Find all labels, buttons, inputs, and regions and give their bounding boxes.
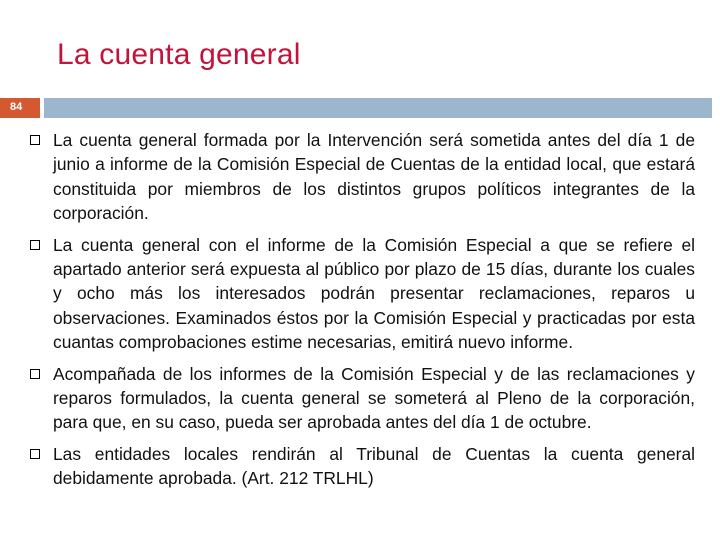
square-bullet-icon <box>30 135 40 145</box>
bullet-text: Las entidades locales rendirán al Tribunal de Cuentas la cuenta general debidamente aprobada. (Art. 212 TRLHL) <box>53 443 695 489</box>
slide-title: La cuenta general <box>57 38 301 71</box>
header-bar <box>0 98 720 118</box>
list-item <box>30 442 695 491</box>
list-item <box>30 233 695 355</box>
slide-number-box <box>0 98 40 118</box>
square-bullet-icon <box>30 449 40 459</box>
list-item <box>30 128 695 226</box>
bullet-text: Acompañada de los informes de la Comisión Especial y de las reclamaciones y reparos formulados, la cuenta general se someterá al Pleno de la corporación, para que, en su caso, pueda ser aprobada antes del día 1 de octubre. <box>53 363 695 433</box>
bullet-text: La cuenta general formada por la Intervención será sometida antes del día 1 de junio a informe de la Comisión Especial de Cuentas de la entidad local, que estará constituida por miembros de los distintos grupos políticos integrantes de la corporación. <box>53 130 695 224</box>
header-strip <box>44 98 712 118</box>
bullet-text: La cuenta general con el informe de la Comisión Especial a que se refiere el apartado anterior será expuesta al público por plazo de 15 días, durante los cuales y ocho más los interesados podrán presentar reclamaciones, reparos u observaciones. Examinados éstos por la Comisión Especial y practicadas por esta cuantas comprobaciones estime necesarias, emitirá nuevo informe. <box>53 234 695 353</box>
square-bullet-icon <box>30 240 40 250</box>
square-bullet-icon <box>30 369 40 379</box>
list-item <box>30 362 695 435</box>
bullet-list <box>30 128 695 491</box>
slide-number: 84 <box>10 101 23 113</box>
